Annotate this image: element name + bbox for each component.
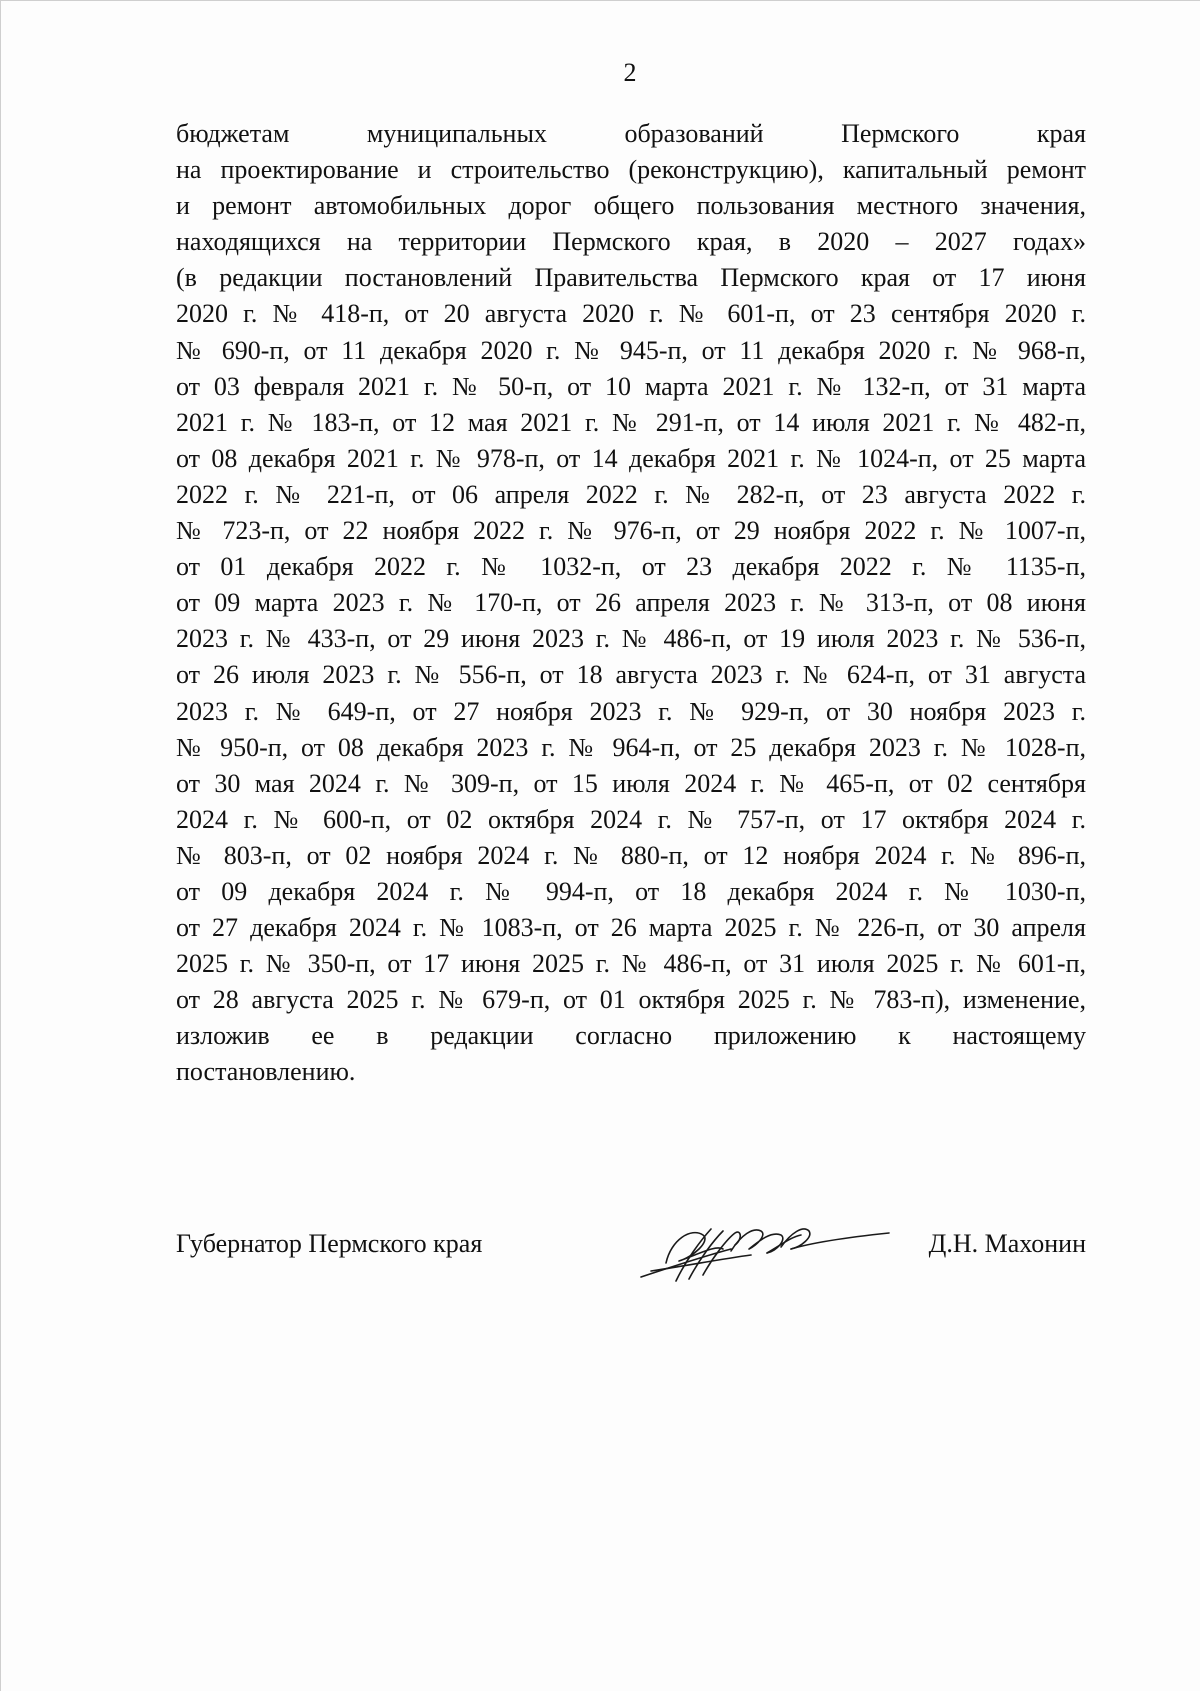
handwritten-signature [631, 1205, 891, 1295]
body-text-line: № 950-п, от 08 декабря 2023 г. № 964-п, от 25 декабря 2023 г. № 1028-п, [176, 732, 1086, 762]
body-text-line: от 09 декабря 2024 г. № 994-п, от 18 декабря 2024 г. № 1030-п, [176, 876, 1086, 906]
body-text-line: № 803-п, от 02 ноября 2024 г. № 880-п, от 12 ноября 2024 г. № 896-п, [176, 840, 1086, 870]
body-text-line: от 01 декабря 2022 г. № 1032-п, от 23 декабря 2022 г. № 1135-п, [176, 552, 1086, 582]
body-text-line: от 27 декабря 2024 г. № 1083-п, от 26 марта 2025 г. № 226-п, от 30 апреля [176, 913, 1086, 943]
body-text-line: (в редакции постановлений Правительства Пермского края от 17 июня [176, 263, 1086, 293]
scan-edge-left [0, 0, 1, 1691]
page-number: 2 [623, 58, 637, 87]
body-text-line: 2025 г. № 350-п, от 17 июня 2025 г. № 486-п, от 31 июля 2025 г. № 601-п, [176, 949, 1086, 979]
body-text-line: 2020 г. № 418-п, от 20 августа 2020 г. № 601-п, от 23 сентября 2020 г. [176, 299, 1086, 329]
scan-edge-top [0, 0, 1200, 1]
body-text-line: 2023 г. № 433-п, от 29 июня 2023 г. № 486-п, от 19 июля 2023 г. № 536-п, [176, 624, 1086, 654]
body-text-line: постановлению. [176, 1057, 356, 1087]
signer-name: Д.Н. Махонин [928, 1229, 1086, 1258]
body-text-line: бюджетам муниципальных образований Пермского края [176, 119, 1086, 148]
signer-title: Губернатор Пермского края [176, 1229, 483, 1258]
body-text-line: от 26 июля 2023 г. № 556-п, от 18 августа 2023 г. № 624-п, от 31 августа [176, 660, 1086, 690]
body-text-line: от 09 марта 2023 г. № 170-п, от 26 апреля 2023 г. № 313-п, от 08 июня [176, 588, 1086, 618]
document-body-text [176, 116, 1086, 1091]
body-text-line: 2022 г. № 221-п, от 06 апреля 2022 г. № 282-п, от 23 августа 2022 г. [176, 479, 1086, 509]
body-text-line: от 03 февраля 2021 г. № 50-п, от 10 марта 2021 г. № 132-п, от 31 марта [176, 371, 1086, 401]
body-text-line: 2023 г. № 649-п, от 27 ноября 2023 г. № 929-п, от 30 ноября 2023 г. [176, 696, 1086, 726]
signature-block [176, 1225, 1086, 1285]
body-text-line: находящихся на территории Пермского края, в 2020 – 2027 годах» [176, 227, 1086, 257]
body-text-line: № 690-п, от 11 декабря 2020 г. № 945-п, от 11 декабря 2020 г. № 968-п, [176, 335, 1086, 365]
body-text-line: 2024 г. № 600-п, от 02 октября 2024 г. № 757-п, от 17 октября 2024 г. [176, 804, 1086, 834]
body-text-line: 2021 г. № 183-п, от 12 мая 2021 г. № 291-п, от 14 июля 2021 г. № 482-п, [176, 407, 1086, 437]
body-text-line: от 28 августа 2025 г. № 679-п, от 01 октября 2025 г. № 783-п), изменение, [176, 985, 1086, 1015]
body-text-line: на проектирование и строительство (реконструкцию), капитальный ремонт [176, 155, 1086, 185]
body-text-line: от 08 декабря 2021 г. № 978-п, от 14 декабря 2021 г. № 1024-п, от 25 марта [176, 443, 1086, 473]
body-text-line: от 30 мая 2024 г. № 309-п, от 15 июля 2024 г. № 465-п, от 02 сентября [176, 768, 1086, 798]
body-text-line: изложив ее в редакции согласно приложению к настоящему [176, 1021, 1086, 1051]
body-text-line: № 723-п, от 22 ноября 2022 г. № 976-п, от 29 ноября 2022 г. № 1007-п, [176, 516, 1086, 546]
body-text-line: и ремонт автомобильных дорог общего пользования местного значения, [176, 191, 1086, 221]
